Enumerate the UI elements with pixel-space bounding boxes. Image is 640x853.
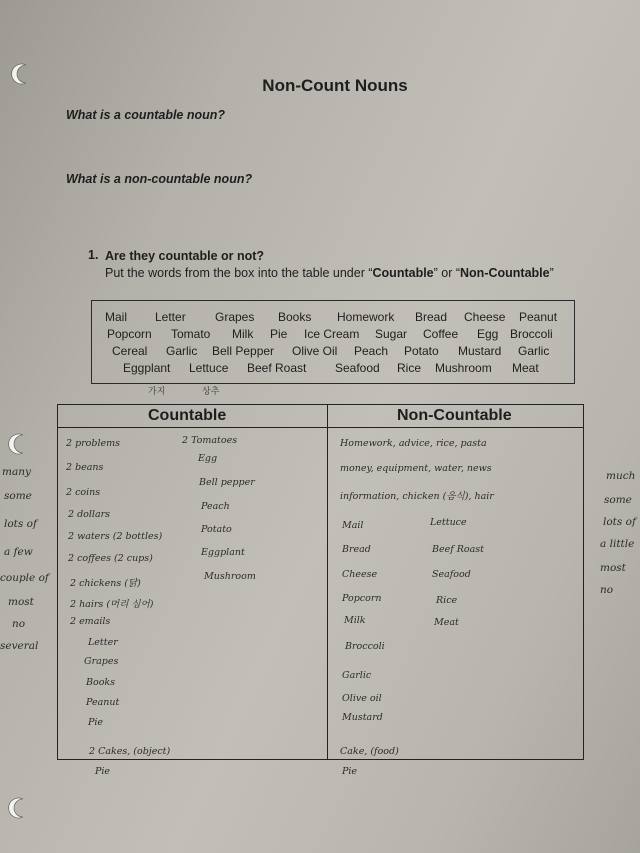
handwritten-entry: Seafood (432, 569, 471, 580)
word: Coffee (423, 327, 459, 341)
margin-note: some (4, 490, 32, 502)
korean-note: 상추 (202, 387, 220, 397)
handwritten-entry: 2 hairs (머리 심어) (70, 599, 154, 610)
word: Letter (155, 310, 186, 324)
question-countable: What is a countable noun? (66, 108, 226, 122)
table-divider (327, 405, 328, 759)
handwritten-entry: Bell pepper (199, 477, 255, 488)
noncountable-header: Non-Countable (397, 407, 512, 424)
handwritten-entry: 2 Tomatoes (182, 435, 238, 446)
handwritten-entry: Lettuce (430, 517, 467, 528)
word: Peach (354, 344, 389, 358)
handwritten-entry: 2 emails (70, 616, 111, 627)
margin-note: most (600, 562, 626, 574)
answer-table (57, 404, 584, 760)
margin-note: several (0, 640, 39, 652)
word: Olive Oil (292, 344, 338, 358)
margin-note: many (2, 466, 31, 478)
word: Lettuce (189, 361, 229, 375)
word: Bell Pepper (212, 344, 275, 358)
handwritten-entry: 2 dollars (68, 509, 111, 520)
directions-countable: Countable (372, 266, 434, 280)
countable-header: Countable (148, 407, 227, 424)
handwritten-entry: money, equipment, water, news (340, 463, 492, 474)
word: Mushroom (435, 361, 492, 375)
handwritten-entry: 2 problems (66, 438, 121, 449)
handwritten-entry: Milk (344, 615, 366, 626)
handwritten-entry: Bread (342, 544, 371, 555)
word: Mail (105, 310, 128, 324)
handwritten-entry: Peanut (86, 697, 120, 708)
margin-note: a few (4, 546, 33, 558)
word: Books (278, 310, 312, 324)
word: Peanut (519, 310, 558, 324)
handwritten-entry: Rice (436, 595, 458, 606)
handwritten-entry: Meat (434, 617, 459, 628)
margin-note: a little (600, 538, 635, 550)
handwritten-entry: Grapes (84, 656, 119, 667)
binder-ring-icon (5, 796, 29, 820)
word-box (91, 300, 575, 384)
handwritten-note: 2 Cakes, (object) (89, 746, 171, 757)
directions-text: ” (549, 266, 554, 280)
handwritten-entry: Letter (88, 637, 118, 648)
handwritten-entry: Potato (201, 524, 232, 535)
handwritten-entry: Books (86, 677, 116, 688)
word: Bread (415, 310, 448, 324)
word: Broccoli (510, 327, 553, 341)
margin-note: some (604, 494, 632, 506)
word: Meat (512, 361, 539, 375)
table-header-rule (58, 427, 583, 428)
handwritten-entry: Garlic (342, 670, 372, 681)
question-noncountable: What is a non-countable noun? (66, 172, 253, 186)
handwritten-entry: Beef Roast (432, 544, 484, 555)
handwritten-entry: 2 coffees (2 cups) (68, 553, 153, 564)
word: Egg (477, 327, 499, 341)
exercise-number: 1. (88, 248, 99, 262)
directions-noncountable: Non-Countable (460, 266, 550, 280)
exercise-question: Are they countable or not? (105, 249, 265, 263)
handwritten-entry: 2 beans (66, 462, 104, 473)
handwritten-entry: Eggplant (201, 547, 245, 558)
handwritten-entry: information, chicken (음식), hair (340, 491, 494, 502)
handwritten-entry: Homework, advice, rice, pasta (340, 438, 487, 449)
handwritten-entry: Pie (88, 717, 104, 728)
word: Sugar (375, 327, 408, 341)
handwritten-entry: Mushroom (204, 571, 256, 582)
word: Beef Roast (247, 361, 307, 375)
exercise-instructions (105, 248, 554, 282)
word: Potato (404, 344, 439, 358)
word: Popcorn (107, 327, 152, 341)
handwritten-entry: Broccoli (345, 641, 385, 652)
margin-note: lots of (603, 516, 636, 528)
handwritten-entry: Egg (198, 453, 218, 464)
handwritten-note: Cake, (food) (340, 746, 399, 757)
binder-ring-icon (5, 432, 29, 456)
word: Cereal (112, 344, 148, 358)
margin-note: most (8, 596, 34, 608)
page-title: Non-Count Nouns (262, 76, 408, 95)
directions-text: ” or “ (433, 266, 461, 280)
handwritten-entry: Cheese (342, 569, 378, 580)
word: Eggplant (123, 361, 171, 375)
margin-note: lots of (4, 518, 37, 530)
word: Homework (337, 310, 395, 324)
word: Rice (397, 361, 422, 375)
word: Ice Cream (304, 327, 360, 341)
margin-note: couple of (0, 572, 49, 584)
word: Cheese (464, 310, 506, 324)
exercise-directions (105, 265, 554, 282)
word: Pie (270, 327, 288, 341)
handwritten-entry: Mail (342, 520, 364, 531)
word: Garlic (166, 344, 198, 358)
word: Milk (232, 327, 254, 341)
handwritten-entry: 2 waters (2 bottles) (68, 531, 163, 542)
word: Tomato (171, 327, 211, 341)
word: Seafood (335, 361, 380, 375)
handwritten-note: Pie (342, 766, 358, 777)
handwritten-entry: Mustard (342, 712, 383, 723)
handwritten-entry: Olive oil (342, 693, 382, 704)
margin-note: much (606, 470, 636, 482)
handwritten-entry: 2 chickens (닭) (70, 578, 141, 589)
handwritten-note: Pie (95, 766, 111, 777)
word: Garlic (518, 344, 550, 358)
directions-text: Put the words from the box into the table under “ (105, 266, 373, 280)
margin-note: no (600, 584, 614, 596)
handwritten-entry: 2 coins (66, 487, 101, 498)
handwritten-entry: Popcorn (342, 593, 382, 604)
korean-note: 가지 (148, 387, 166, 397)
word: Mustard (458, 344, 502, 358)
margin-note: no (12, 618, 26, 630)
handwritten-entry: Peach (201, 501, 230, 512)
word: Grapes (215, 310, 255, 324)
